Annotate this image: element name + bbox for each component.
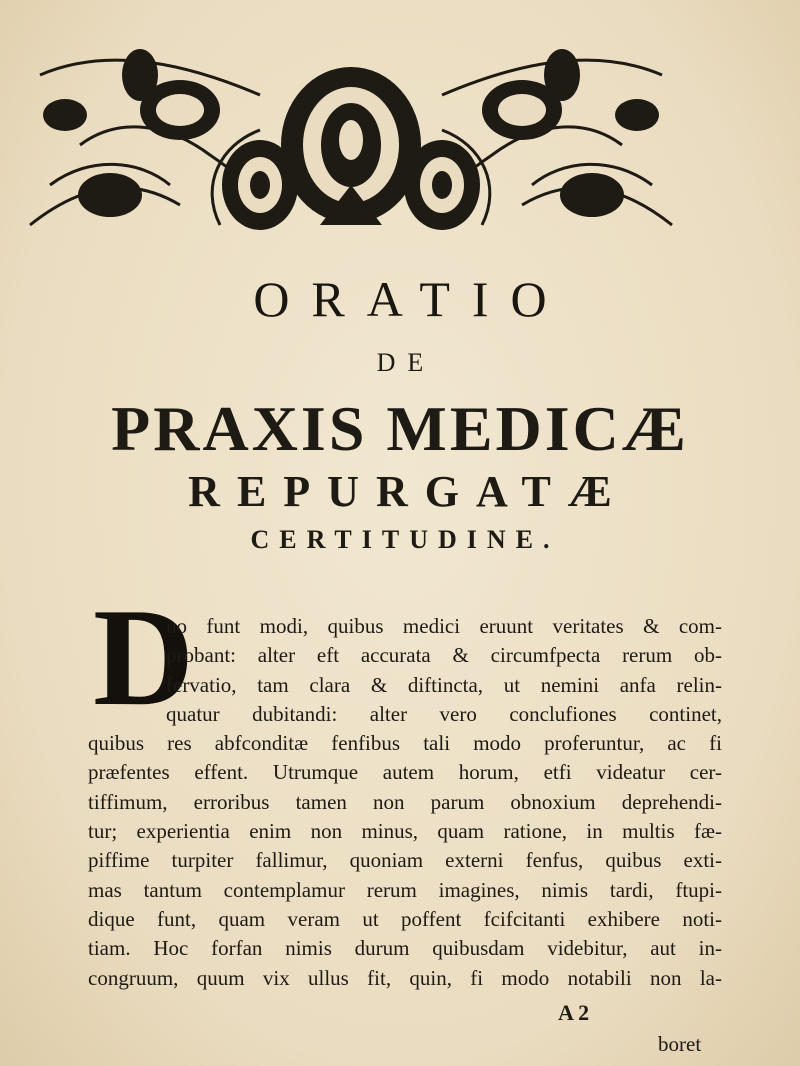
text-line: piffime turpiter fallimur, quoniam externi fenfus, quibus exti- [88,848,722,873]
text-line: quibus res abfconditæ fenfibus tali modo proferuntur, ac fi [88,731,722,756]
text-line: congruum, quum vix ullus fit, quin, fi modo notabili non la- [88,965,722,990]
body-paragraph [88,612,722,993]
signature-mark: A 2 [558,1000,590,1025]
title-certitudine: CERTITUDINE. [250,525,560,554]
text-line: dique funt, quam veram ut poffent fcifcitanti exhibere noti- [88,906,722,931]
text-line: quatur dubitandi: alter vero conclufiones continet, [166,701,722,726]
catchword: boret [658,1032,702,1056]
title-praxis-medicae: PRAXIS MEDICÆ [111,393,689,464]
text-line: præfentes effent. Utrumque autem horum, etfi videatur cer- [88,760,722,785]
text-line: uo funt modi, quibus medici eruunt veritates & com- [166,614,722,638]
text-line: tiffimum, erroribus tamen non parum obnoxium deprehendi- [88,789,722,814]
headpiece-ornament [20,35,682,245]
title-oratio: ORATIO [253,271,569,327]
text-line: mas tantum contemplamur rerum imagines, nimis tardi, ftupi- [88,877,722,902]
text-line: tur; experientia enim non minus, quam ratione, in multis fæ- [88,819,722,844]
title-de: DE [376,348,436,377]
drop-cap: D [93,580,195,735]
text-line: fervatio, tam clara & diftincta, ut nemini anfa relin- [166,672,722,697]
text-line: probant: alter eft accurata & circumfpecta rerum ob- [166,643,722,668]
text-line: tiam. Hoc forfan nimis durum quibusdam videbitur, aut in- [88,936,722,961]
title-repurgatae: REPURGATÆ [188,467,629,516]
